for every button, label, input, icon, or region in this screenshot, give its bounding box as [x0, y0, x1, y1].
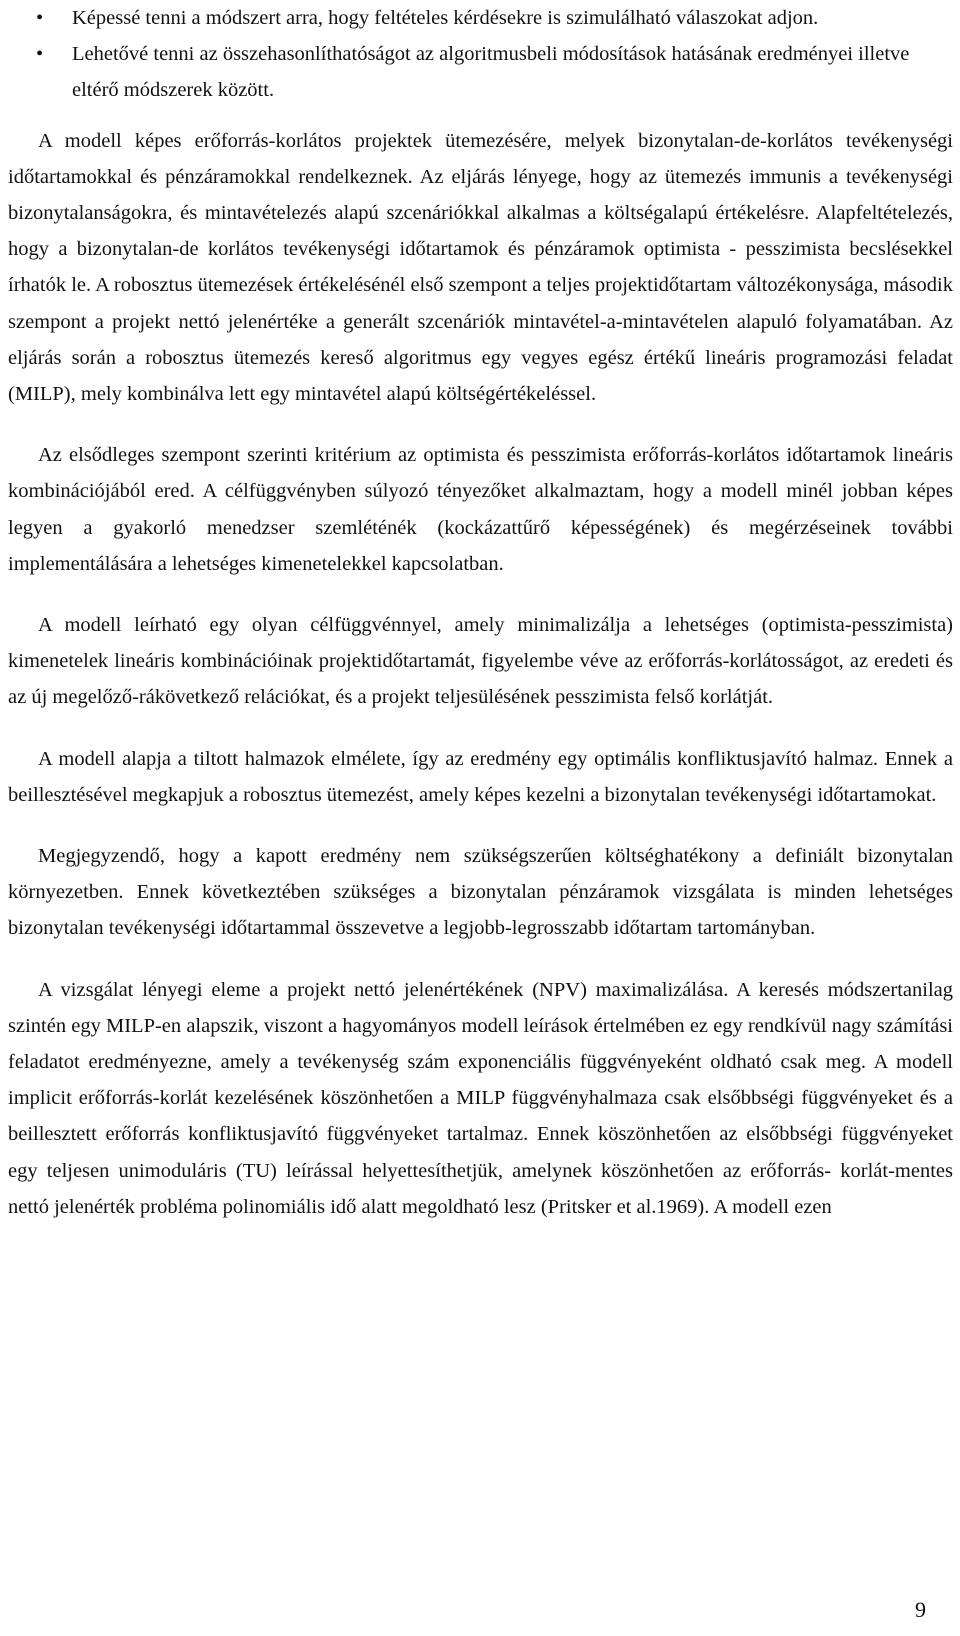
bullet-list	[8, 0, 953, 109]
document-page	[8, 0, 953, 1225]
page-number: 9	[915, 1597, 926, 1622]
paragraph: A vizsgálat lényegi eleme a projekt nettó jelenértékének (NPV) maximalizálása. A keresés módszertanilag szintén egy MILP-en alapszik, viszont a hagyományos modell leírások értelmében ez egy rendkívül nagy számítási feladatot eredményezne, amely a tevékenység szám exponenciális függvényeként oldható csak meg. A modell implicit erőforrás-korlát kezelésének köszönhetően a MILP függvényhalmaza csak elsőbbségi függvényeket és a beillesztett erőforrás konfliktusjavító függvényeket tartalmaz. Ennek köszönhetően az elsőbbségi függvényeket egy teljesen unimoduláris (TU) leírással helyettesíthetjük, amelynek köszönhetően az erőforrás- korlát-mentes nettó jelenérték probléma polinomiális idő alatt megoldható lesz (Pritsker et al.1969). A modell ezen	[8, 978, 953, 1218]
bullet-item	[8, 0, 953, 36]
paragraph: A modell képes erőforrás-korlátos projektek ütemezésére, melyek bizonytalan-de-korlátos tevékenységi időtartamokkal és pénzáramokkal rendelkeznek. Az eljárás lényege, hogy az ütemezés immunis a tevékenységi bizonytalanságokra, és mintavételezés alapú szcenáriókkal alkalmas a költségalapú értékelésre. Alapfeltételezés, hogy a bizonytalan-de korlátos tevékenységi időtartamok és pénzáramok optimista - pesszimista becslésekkel írhatók le. A robosztus ütemezések értékelésénél első szempont a teljes projektidőtartam változékonysága, második szempont a projekt nettó jelenértéke a generált szcenáriók mintavétel-a-mintavételen alapuló folyamatában. Az eljárás során a robosztus ütemezés kereső algoritmus egy vegyes egész értékű lineáris programozási feladat (MILP), mely kombinálva lett egy mintavétel alapú költségértékeléssel.	[8, 129, 953, 406]
paragraph: Megjegyzendő, hogy a kapott eredmény nem szükségszerűen költséghatékony a definiált bizonytalan környezetben. Ennek következtében szükséges a bizonytalan pénzáramok vizsgálata is minden lehetséges bizonytalan tevékenységi időtartammal összevetve a legjobb-legrosszabb időtartam tartományban.	[8, 845, 953, 940]
bullet-text: Lehetővé tenni az összehasonlíthatóságot az algoritmusbeli módosítások hatásának eredményei illetve eltérő módszerek között.	[72, 43, 910, 102]
bullet-text: Képessé tenni a módszert arra, hogy feltételes kérdésekre is szimulálható válaszokat adjon.	[72, 7, 819, 29]
bullet-icon: •	[36, 43, 44, 66]
bullet-icon: •	[36, 7, 44, 29]
paragraph: A modell leírható egy olyan célfüggvénnyel, amely minimalizálja a lehetséges (optimista-pesszimista) kimenetelek lineáris kombinációinak projektidőtartamát, figyelembe véve az erőforrás-korlátosságot, az eredeti és az új megelőző-rákövetkező relációkat, és a projekt teljesülésének pesszimista felső korlátját.	[8, 614, 953, 709]
paragraph: Az elsődleges szempont szerinti kritérium az optimista és pesszimista erőforrás-korlátos időtartamok lineáris kombinációjából ered. A célfüggvényben súlyozó tényezőket alkalmaztam, hogy a modell minél jobban képes legyen a gyakorló menedzser szemléténék (kockázattűrő képességének) és megérzéseinek további implementálására a lehetséges kimenetelekkel kapcsolatban.	[8, 444, 953, 575]
bullet-item	[8, 36, 953, 108]
paragraph: A modell alapja a tiltott halmazok elmélete, így az eredmény egy optimális konfliktusjavító halmaz. Ennek a beillesztésével megkapjuk a robosztus ütemezést, amely képes kezelni a bizonytalan tevékenységi időtartamokat.	[8, 747, 953, 806]
